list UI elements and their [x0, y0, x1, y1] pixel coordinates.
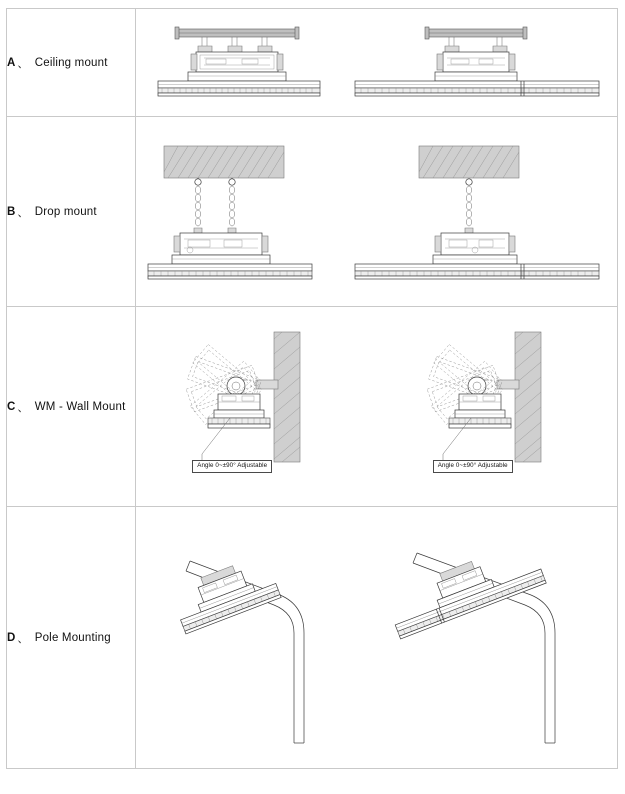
- row-label-text: Drop mount: [34, 205, 97, 218]
- row-label-pole-mounting: [7, 507, 136, 769]
- row-letter: B: [7, 205, 16, 218]
- row-separator: 、: [17, 632, 29, 645]
- row-figures-pole-mounting: [136, 507, 618, 769]
- figure-ceiling-mount-side: [349, 15, 609, 111]
- row-letter: C: [7, 400, 16, 413]
- row-label-drop-mount: [7, 117, 136, 307]
- angle-note-wall-mount-front: Angle 0~±90° Adjustable: [192, 460, 272, 473]
- row-label-text: Pole Mounting: [34, 631, 111, 644]
- row-label-ceiling-mount: [7, 9, 136, 117]
- figure-pole-mounting-side: [367, 513, 607, 763]
- figure-pole-mounting-front: [146, 513, 346, 763]
- row-letter: A: [7, 56, 16, 69]
- figure-drop-mount-front: [144, 124, 334, 299]
- angle-note-wall-mount-side: Angle 0~±90° Adjustable: [433, 460, 513, 473]
- row-letter: D: [7, 631, 16, 644]
- figure-drop-mount-side: [349, 124, 609, 299]
- row-figures-wall-mount: [136, 307, 618, 507]
- table-row: [7, 9, 618, 117]
- figure-wall-mount-side: [397, 314, 597, 499]
- table-row: [7, 507, 618, 769]
- table-row: [7, 117, 618, 307]
- figure-ceiling-mount-front: [144, 15, 334, 111]
- row-label-wall-mount: [7, 307, 136, 507]
- row-label-text: Ceiling mount: [34, 56, 108, 69]
- row-figures-drop-mount: [136, 117, 618, 307]
- mounting-options-table: [6, 8, 618, 769]
- mounting-options-sheet: [0, 8, 625, 794]
- row-separator: 、: [17, 206, 29, 219]
- row-separator: 、: [17, 57, 29, 70]
- row-separator: 、: [17, 401, 29, 414]
- table-row: [7, 307, 618, 507]
- figure-wall-mount-front: [156, 314, 356, 499]
- row-label-text: WM - Wall Mount: [34, 400, 126, 413]
- row-figures-ceiling-mount: [136, 9, 618, 117]
